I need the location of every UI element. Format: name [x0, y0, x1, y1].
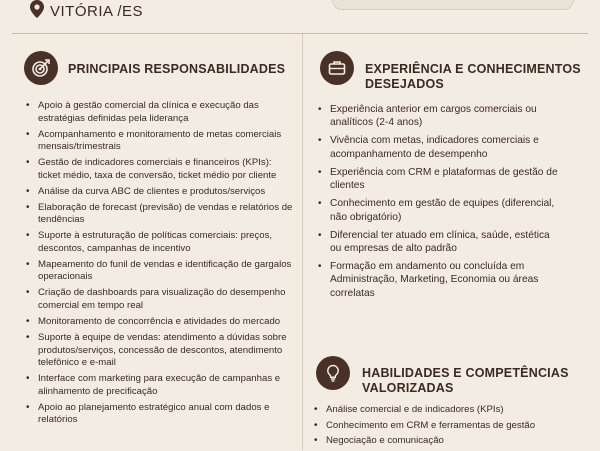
experiencia-title-line2: DESEJADOS: [365, 77, 444, 91]
responsabilidades-item: • Suporte à estruturação de políticas comerciais: preços, descontos, campanhas de incentivo: [26, 230, 296, 255]
responsabilidades-item: • Elaboração de forecast (previsão) de vendas e relatórios de tendências: [26, 202, 296, 227]
location-text: VITÓRIA /ES: [50, 2, 144, 20]
habilidades-item: • Análise comercial e de indicadores (KPIs): [314, 404, 584, 417]
responsabilidades-item: • Apoio ao planejamento estratégico anual com dados e relatórios: [26, 402, 296, 427]
responsabilidades-item: • Interface com marketing para execução de campanhas e alinhamento de precificação: [26, 373, 296, 398]
habilidades-title: [362, 366, 582, 396]
habilidades-list: [314, 404, 584, 451]
responsabilidades-item: • Apoio à gestão comercial da clínica e execução das estratégias definidas pela liderança: [26, 100, 296, 125]
experiencia-title: [365, 62, 585, 92]
top-decorative-panel: [332, 0, 574, 10]
header-divider: [12, 33, 588, 34]
experiencia-item: • Diferencial ter atuado em clínica, saúde, estética ou empresas de alto padrão: [318, 229, 558, 256]
experiencia-item: • Experiência com CRM e plataformas de gestão de clientes: [318, 166, 558, 193]
responsabilidades-item: • Suporte à equipe de vendas: atendimento a dúvidas sobre produtos/serviços, concessão de descontos, atendimento telefônico e e-mail: [26, 332, 296, 370]
responsabilidades-item: • Mapeamento do funil de vendas e identificação de gargalos operacionais: [26, 259, 296, 284]
habilidades-title-line1: HABILIDADES E COMPETÊNCIAS: [362, 366, 569, 380]
habilidades-item: • Negociação e comunicação: [314, 435, 584, 448]
experiencia-title-line1: EXPERIÊNCIA E CONHECIMENTOS: [365, 62, 581, 76]
responsabilidades-item: • Acompanhamento e monitoramento de metas comerciais mensais/trimestrais: [26, 129, 296, 154]
experiencia-item: • Conhecimento em gestão de equipes (diferencial, não obrigatório): [318, 197, 558, 224]
lightbulb-icon: [316, 356, 350, 390]
responsabilidades-item: • Monitoramento de concorrência e atividades do mercado: [26, 316, 296, 329]
responsabilidades-title: PRINCIPAIS RESPONSABILIDADES: [68, 62, 286, 76]
location: [30, 0, 143, 22]
column-divider: [302, 34, 303, 450]
responsabilidades-item: • Gestão de indicadores comerciais e financeiros (KPIs): ticket médio, taxa de conversão, ticket médio por cliente: [26, 157, 296, 182]
experiencia-item: • Vivência com metas, indicadores comerciais e acompanhamento de desempenho: [318, 134, 558, 161]
habilidades-title-line2: VALORIZADAS: [362, 381, 454, 395]
responsabilidades-item: • Análise da curva ABC de clientes e produtos/serviços: [26, 186, 296, 199]
responsabilidades-list: [26, 100, 296, 430]
experiencia-item: • Formação em andamento ou concluída em Administração, Marketing, Economia ou áreas correlatas: [318, 260, 558, 300]
target-icon: [24, 51, 58, 85]
habilidades-item: • Conhecimento em CRM e ferramentas de gestão: [314, 420, 584, 433]
experiencia-list: [318, 103, 558, 305]
experiencia-item: • Experiência anterior em cargos comerciais ou analíticos (2-4 anos): [318, 103, 558, 130]
map-pin-icon: [30, 0, 44, 22]
responsabilidades-item: • Criação de dashboards para visualização do desempenho comercial em tempo real: [26, 287, 296, 312]
briefcase-icon: [320, 51, 354, 85]
